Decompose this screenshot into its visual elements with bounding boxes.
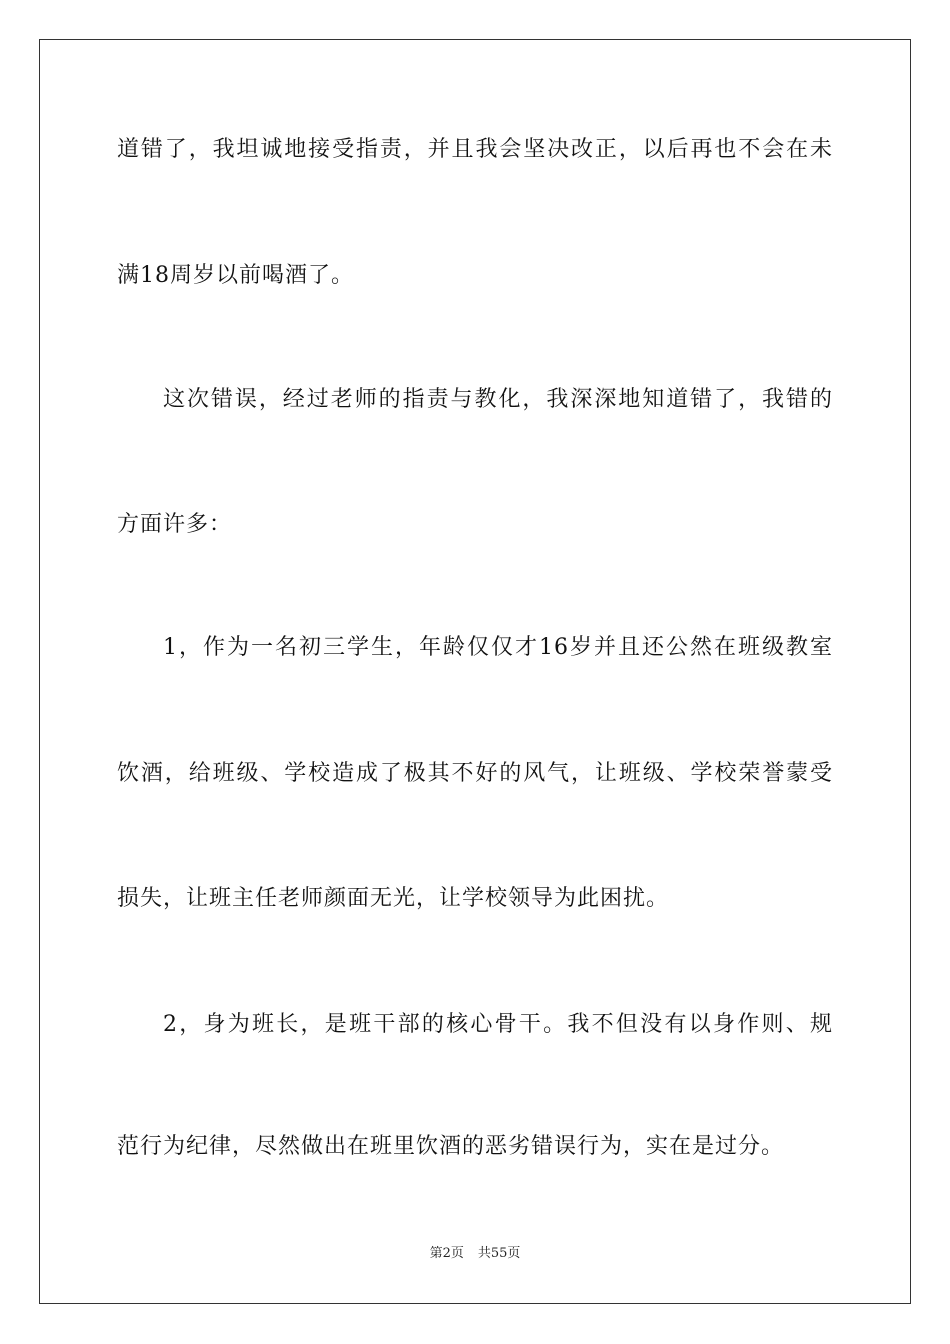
paragraph-2-line-1: 这次错误，经过老师的指责与教化，我深深地知道错了，我错的 (163, 387, 833, 412)
paragraph-3-line-3: 损失，让班主任老师颜面无光，让学校领导为此困扰。 (117, 886, 670, 911)
paragraph-2-line-2: 方面许多： (117, 512, 233, 537)
paragraph-3-line-1: 1，作为一名初三学生，年龄仅仅才16岁并且还公然在班级教室 (163, 635, 833, 660)
page-number: 第2页 (429, 1246, 464, 1261)
page-footer (0, 1245, 950, 1263)
paragraph-4-line-1: 2，身为班长，是班干部的核心骨干。我不但没有以身作则、规 (163, 1012, 833, 1037)
page-total: 共55页 (477, 1246, 521, 1261)
paragraph-1-line-1: 道错了，我坦诚地接受指责，并且我会坚决改正，以后再也不会在未 (117, 137, 833, 162)
paragraph-4-line-2: 范行为纪律，尽然做出在班里饮酒的恶劣错误行为，实在是过分。 (117, 1134, 785, 1159)
paragraph-3-line-2: 饮酒，给班级、学校造成了极其不好的风气，让班级、学校荣誉蒙受 (117, 761, 833, 786)
page-border (39, 39, 911, 1304)
paragraph-1-line-2: 满18周岁以前喝酒了。 (117, 263, 354, 288)
